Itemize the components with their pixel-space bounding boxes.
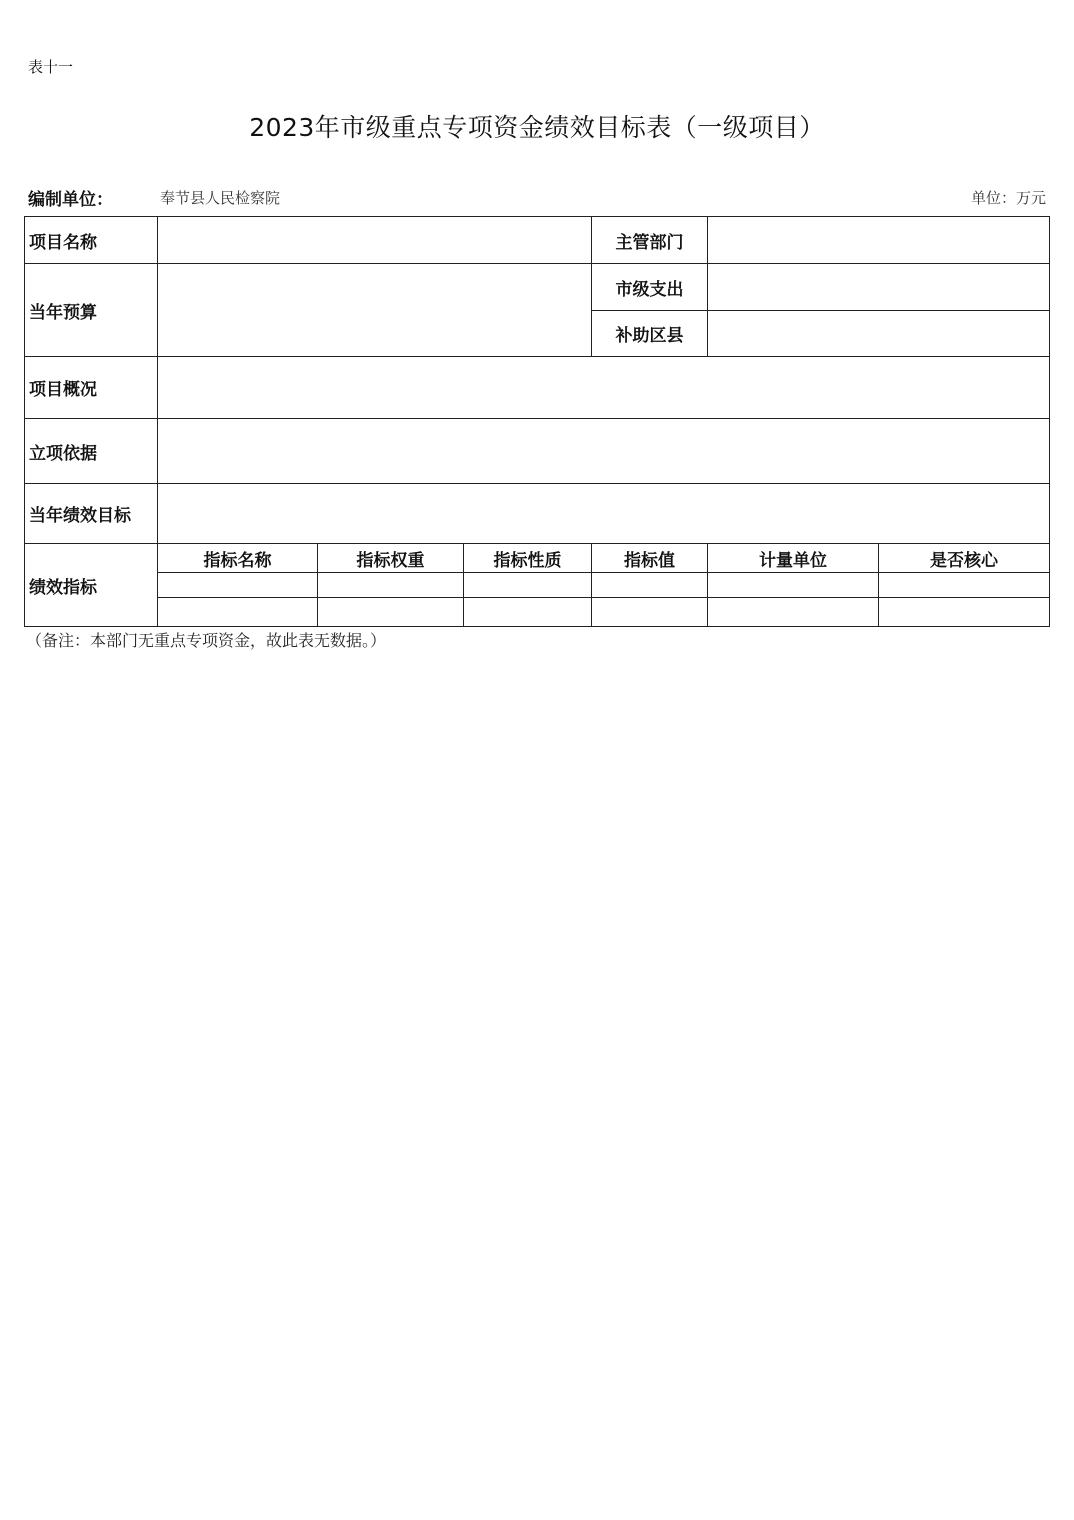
indicator-cell[interactable] [158,573,318,598]
indicator-cell[interactable] [158,598,318,627]
indicator-header: 指标性质 [464,544,592,573]
page-title: 2023年市级重点专项资金绩效目标表（一级项目） [249,113,825,142]
project-name-value[interactable] [158,217,592,264]
subsidy-value[interactable] [708,311,1050,357]
goal-value[interactable] [158,484,1050,544]
unit-label: 单位：万元 [970,189,1046,207]
overview-label: 项目概况 [25,357,158,419]
overview-value[interactable] [158,357,1050,419]
indicator-header-row [25,544,1050,573]
row-basis [25,419,1050,484]
indicator-header: 是否核心 [879,544,1050,573]
table-row [25,598,1050,627]
row-budget-city [25,264,1050,311]
table-number: 表十一 [28,58,74,76]
indicators-label: 绩效指标 [25,544,158,627]
basis-label: 立项依据 [25,419,158,484]
dept-value[interactable] [708,217,1050,264]
indicator-cell[interactable] [592,573,708,598]
indicator-header: 计量单位 [708,544,879,573]
indicator-header: 指标名称 [158,544,318,573]
indicator-cell[interactable] [708,598,879,627]
performance-target-table [24,216,1050,627]
indicator-cell[interactable] [318,598,464,627]
subsidy-label: 补助区县 [592,311,708,357]
indicator-cell[interactable] [708,573,879,598]
indicator-cell[interactable] [879,598,1050,627]
indicator-cell[interactable] [318,573,464,598]
indicator-cell[interactable] [464,573,592,598]
row-project-name [25,217,1050,264]
indicator-header: 指标权重 [318,544,464,573]
city-spend-label: 市级支出 [592,264,708,311]
org-label: 编制单位： [28,190,113,210]
row-goal [25,484,1050,544]
project-name-label: 项目名称 [25,217,158,264]
indicator-cell[interactable] [464,598,592,627]
table-row [25,573,1050,598]
dept-label: 主管部门 [592,217,708,264]
indicator-cell[interactable] [592,598,708,627]
city-spend-value[interactable] [708,264,1050,311]
goal-label: 当年绩效目标 [25,484,158,544]
basis-value[interactable] [158,419,1050,484]
budget-value[interactable] [158,264,592,357]
row-overview [25,357,1050,419]
org-value: 奉节县人民检察院 [160,189,281,207]
indicator-header: 指标值 [592,544,708,573]
budget-label: 当年预算 [25,264,158,357]
footnote: （备注：本部门无重点专项资金，故此表无数据。） [26,631,387,650]
indicator-cell[interactable] [879,573,1050,598]
